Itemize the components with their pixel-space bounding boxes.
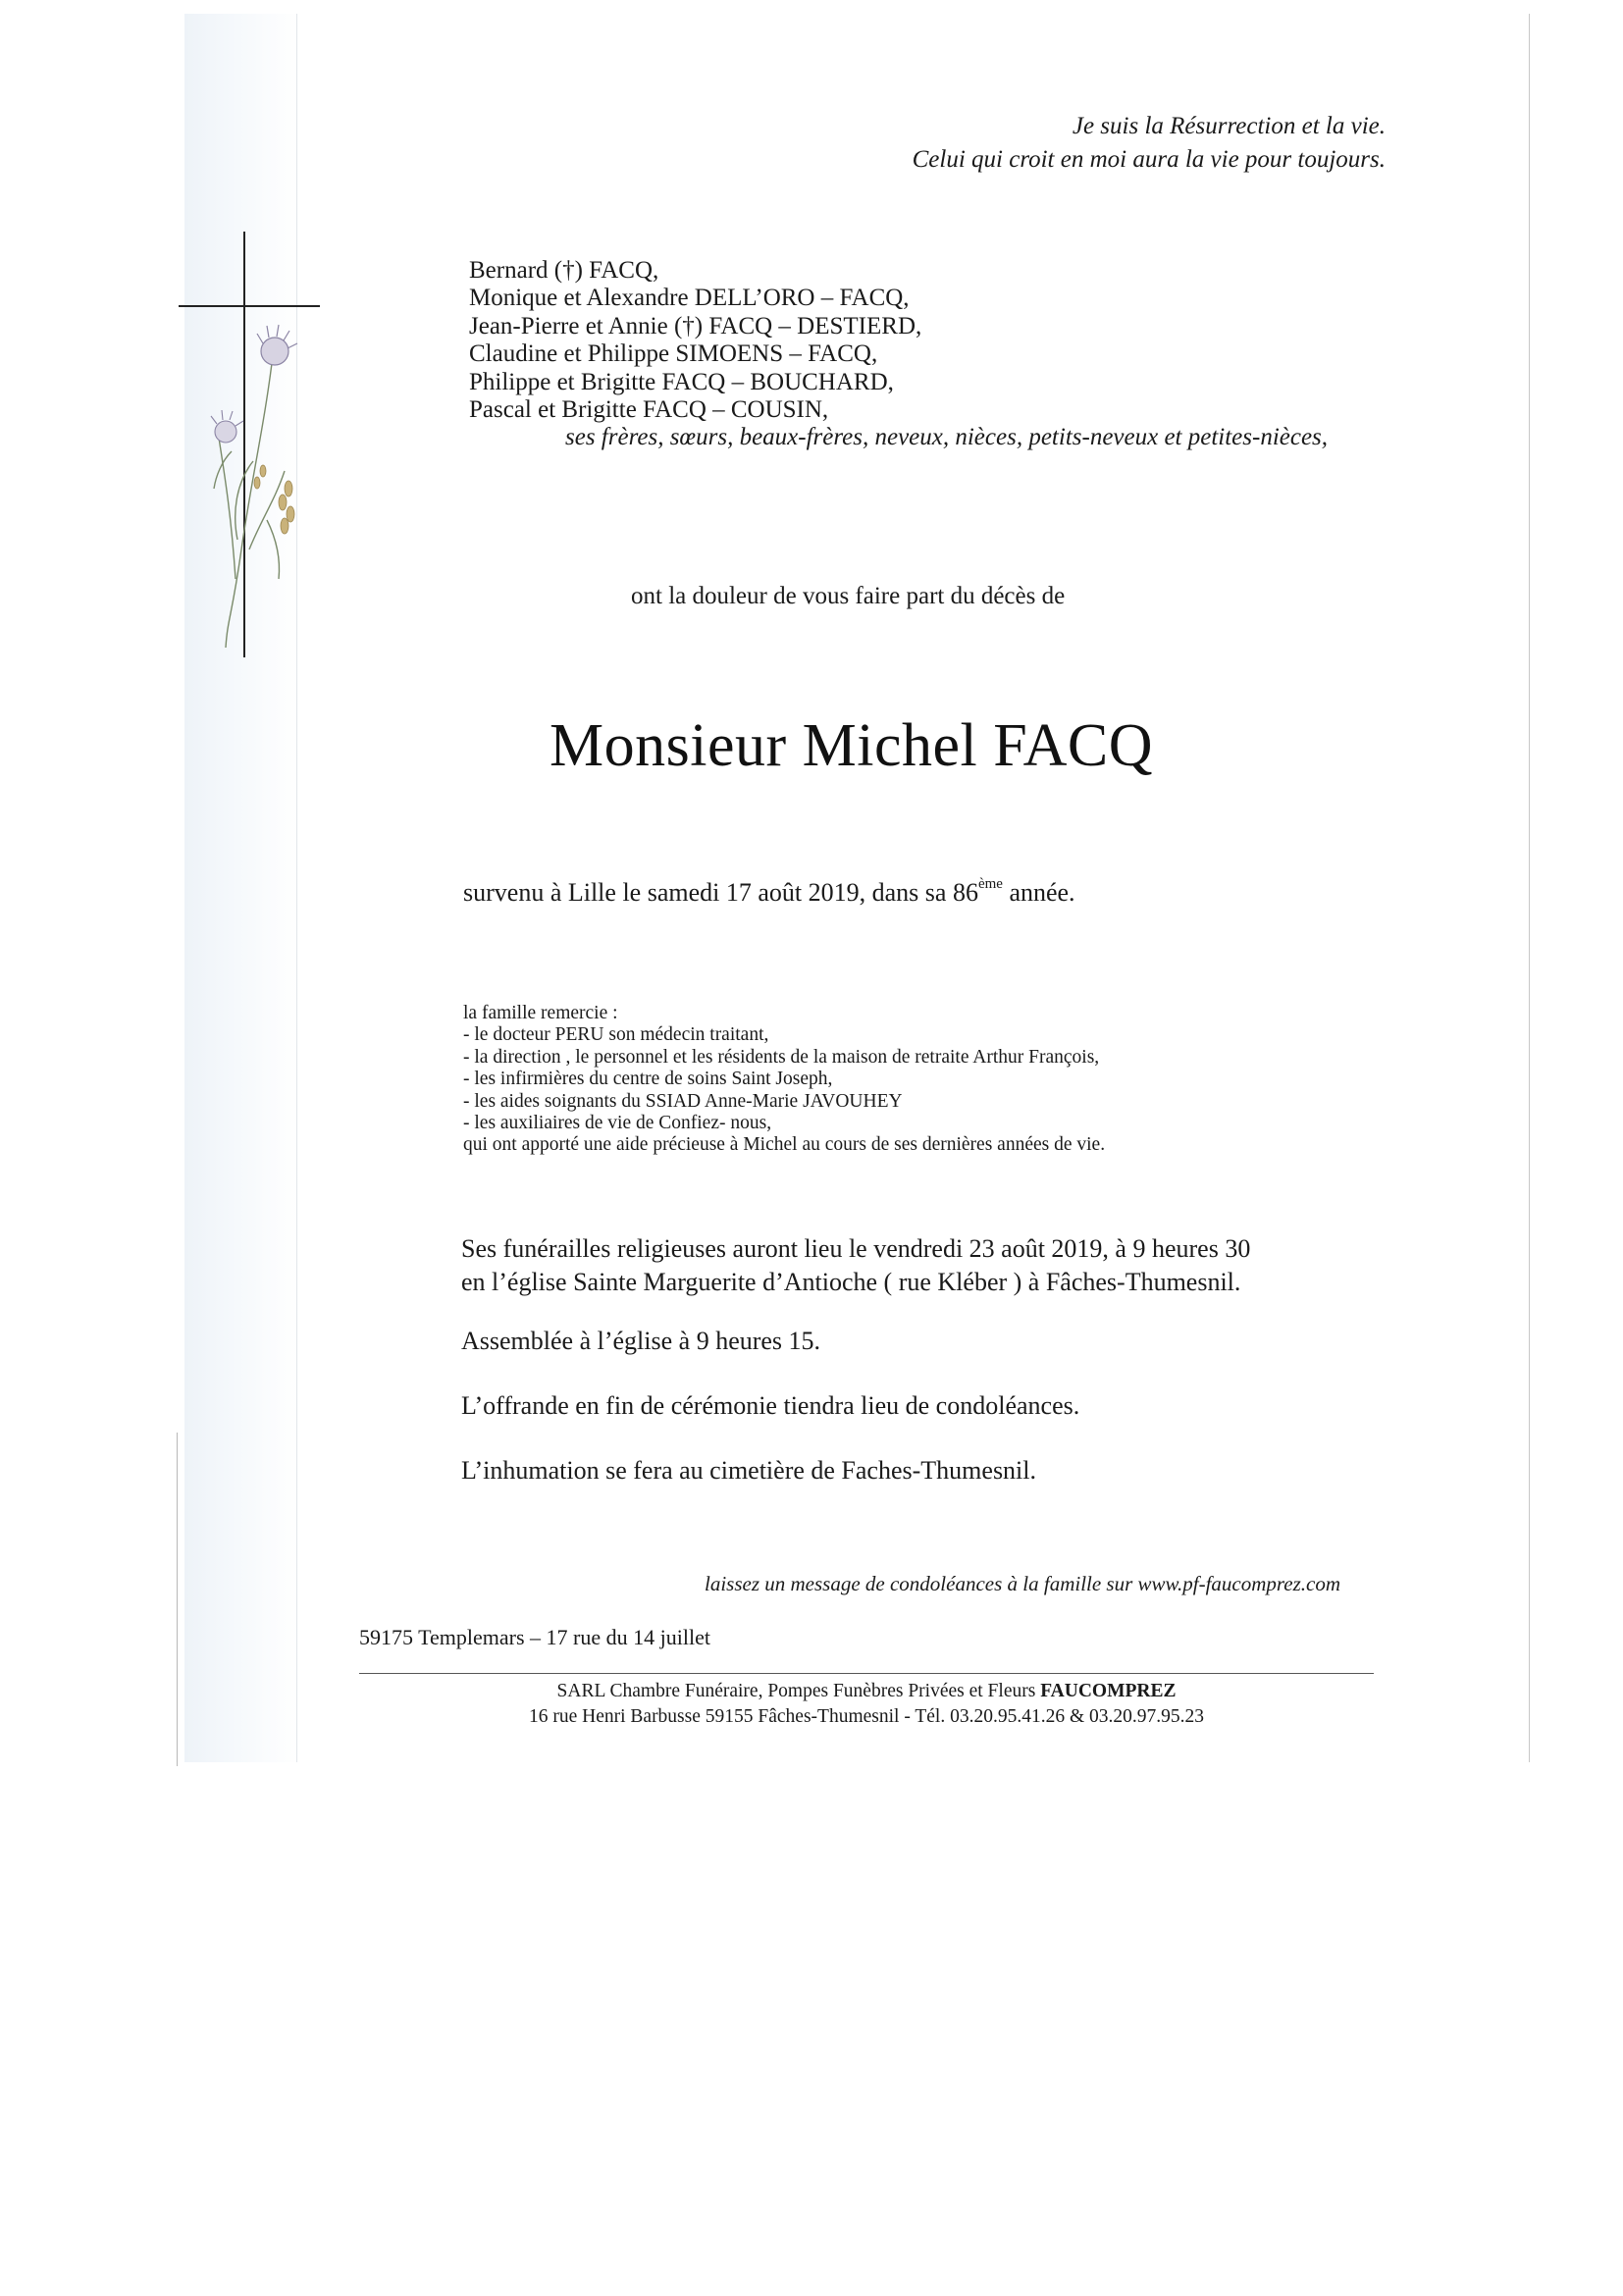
thanks-item: - la direction , le personnel et les résidents de la maison de retraite Arthur François,	[463, 1046, 1100, 1068]
announcement-text: ont la douleur de vous faire part du décès de	[631, 583, 1066, 609]
death-text: survenu à Lille le samedi 17 août 2019, dans sa 86	[463, 878, 978, 907]
footer-brand: FAUCOMPREZ	[1040, 1681, 1177, 1701]
footer-company: SARL Chambre Funéraire, Pompes Funèbres Privées et Fleurs	[556, 1681, 1041, 1701]
death-details	[463, 878, 1075, 908]
burial-text: L’inhumation se fera au cimetière de Faches-Thumesnil.	[461, 1456, 1037, 1485]
funeral-line: en l’église Sainte Marguerite d’Antioche ( rue Kléber ) à Fâches-Thumesnil.	[461, 1268, 1241, 1296]
family-list	[469, 257, 1548, 452]
footer-contact: 16 rue Henri Barbusse 59155 Fâches-Thumesnil - Tél. 03.20.95.41.26 & 03.20.97.95.23	[528, 1706, 1204, 1727]
epigraph	[687, 110, 1386, 177]
family-member: Bernard (†) FACQ,	[469, 257, 659, 284]
epigraph-line: Celui qui croit en moi aura la vie pour toujours.	[912, 146, 1386, 173]
death-text-end: année.	[1002, 878, 1075, 907]
family-member: Jean-Pierre et Annie (†) FACQ – DESTIERD,	[469, 312, 922, 339]
epigraph-line: Je suis la Résurrection et la vie.	[1072, 113, 1386, 139]
assembly-text: Assemblée à l’église à 9 heures 15.	[461, 1327, 821, 1355]
ordinal-suffix: ème	[977, 876, 1003, 892]
family-member: Pascal et Brigitte FACQ – COUSIN,	[469, 396, 829, 424]
cross-icon	[179, 232, 320, 657]
funeral-home-footer	[359, 1679, 1374, 1730]
family-member: Monique et Alexandre DELL’ORO – FACQ,	[469, 285, 910, 312]
thanks-item: - le docteur PERU son médecin traitant,	[463, 1024, 769, 1046]
family-relation: ses frères, sœurs, beaux-frères, neveux, nièces, petits-neveux et petites-nièces,	[565, 424, 1329, 451]
wheat-icon	[254, 465, 294, 534]
footer-divider	[359, 1673, 1374, 1674]
thanks-item: - les aides soignants du SSIAD Anne-Marie JAVOUHEY	[463, 1090, 903, 1112]
family-address: 59175 Templemars – 17 rue du 14 juillet	[359, 1625, 710, 1649]
deceased-name: Monsieur Michel FACQ	[550, 712, 1154, 779]
band-edge-line	[177, 1433, 178, 1766]
flower-head-icon	[211, 325, 297, 443]
thanks-intro: la famille remercie :	[463, 1003, 618, 1023]
cross-flower-illustration	[167, 226, 334, 667]
offering-text: L’offrande en fin de cérémonie tiendra lieu de condoléances.	[461, 1391, 1080, 1420]
condolences-message: laissez un message de condoléances à la famille sur www.pf-faucomprez.com	[705, 1572, 1341, 1595]
thanks-section	[463, 1003, 1105, 1157]
footer-line	[359, 1679, 1374, 1704]
thanks-closing: qui ont apporté une aide précieuse à Michel au cours de ses dernières années de vie.	[463, 1134, 1106, 1156]
family-member: Claudine et Philippe SIMOENS – FACQ,	[469, 340, 878, 368]
family-member: Philippe et Brigitte FACQ – BOUCHARD,	[469, 368, 894, 395]
flower-stems-icon	[214, 355, 285, 648]
funeral-details	[461, 1232, 1250, 1299]
funeral-line: Ses funérailles religieuses auront lieu le vendredi 23 août 2019, à 9 heures 30	[461, 1234, 1251, 1263]
thanks-item: - les auxiliaires de vie de Confiez- nous,	[463, 1113, 772, 1134]
thanks-item: - les infirmières du centre de soins Saint Joseph,	[463, 1069, 833, 1090]
